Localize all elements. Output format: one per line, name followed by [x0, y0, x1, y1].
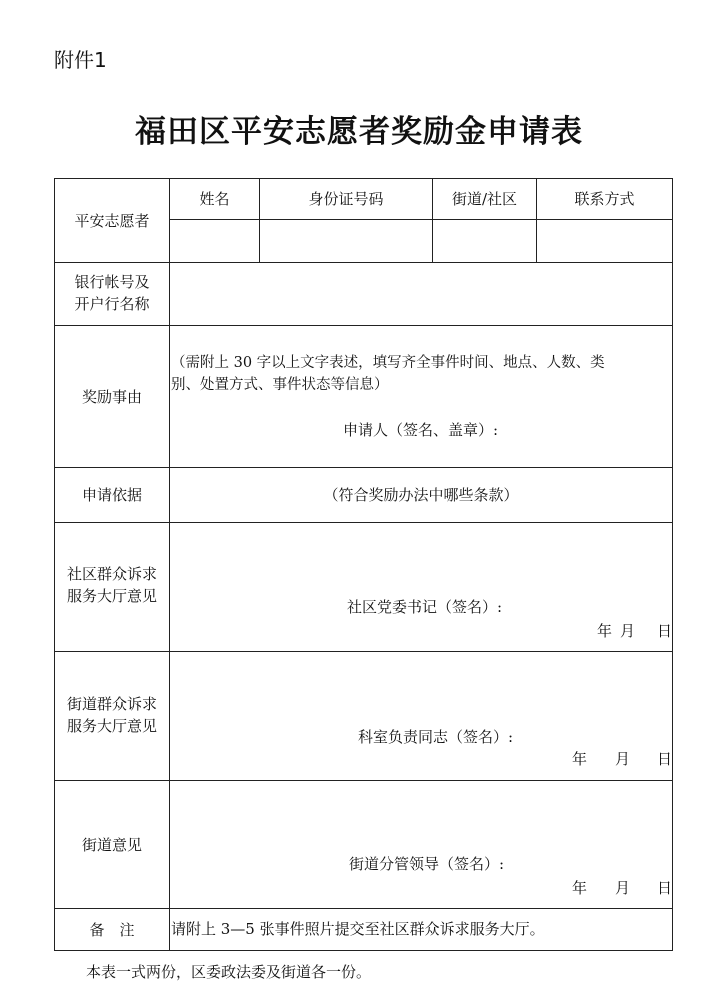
community-label-line1: 社区群众诉求: [66, 565, 157, 583]
header-street-community: 街道/社区: [451, 190, 518, 208]
bank-label-line1: 银行帐号及: [74, 273, 150, 291]
reward-note-line2: 别、处置方式、事件状态等信息）: [171, 377, 389, 393]
contact-field[interactable]: [537, 220, 672, 262]
attachment-label: 附件1: [54, 48, 107, 72]
header-contact: 联系方式: [574, 190, 635, 208]
header-id-number: 身份证号码: [308, 190, 384, 208]
street-day: 日: [657, 879, 673, 897]
street-label: 街道意见: [81, 835, 142, 854]
page-title: 福田区平安志愿者奖励金申请表: [135, 114, 583, 150]
street-month: 月: [615, 879, 631, 897]
community-year: 年: [597, 622, 613, 640]
street-signer: 街道分管领导（签名）:: [349, 855, 505, 873]
community-day: 日: [657, 622, 673, 640]
id-number-field[interactable]: [260, 220, 432, 262]
basis-label: 申请依据: [81, 486, 142, 504]
community-signer: 社区党委书记（签名）:: [347, 598, 503, 616]
street-hall-signer: 科室负责同志（签名）:: [358, 728, 514, 746]
name-field[interactable]: [170, 220, 259, 262]
bank-field[interactable]: [170, 263, 672, 325]
volunteer-label: 平安志愿者: [74, 211, 150, 230]
street-community-field[interactable]: [433, 220, 536, 262]
street-hall-year: 年: [572, 750, 588, 768]
bank-label-line2: 开户行名称: [74, 295, 150, 313]
bank-label: [55, 271, 169, 315]
remarks-label: 备 注: [89, 920, 135, 939]
street-hall-month: 月: [615, 750, 631, 768]
street-hall-label-line2: 服务大厅意见: [66, 717, 157, 735]
footer-note: 本表一式两份，区委政法委及街道各一份。: [86, 963, 372, 981]
street-hall-label: [55, 693, 169, 737]
applicant-signature: 申请人（签名、盖章）:: [343, 421, 499, 439]
basis-note: （符合奖励办法中哪些条款）: [323, 486, 519, 504]
street-year: 年: [572, 879, 588, 897]
remarks-text: 请附上 3—5 张事件照片提交至社区群众诉求服务大厅。: [171, 920, 545, 938]
community-label: [55, 563, 169, 607]
reward-note-line1: （需附上 30 字以上文字表述，填写齐全事件时间、地点、人数、类: [171, 355, 605, 371]
header-name: 姓名: [199, 190, 230, 208]
street-hall-day: 日: [657, 750, 673, 768]
community-label-line2: 服务大厅意见: [66, 587, 157, 605]
community-month: 月: [620, 622, 636, 640]
reward-label: 奖励事由: [81, 387, 142, 406]
street-hall-label-line1: 街道群众诉求: [66, 695, 157, 713]
